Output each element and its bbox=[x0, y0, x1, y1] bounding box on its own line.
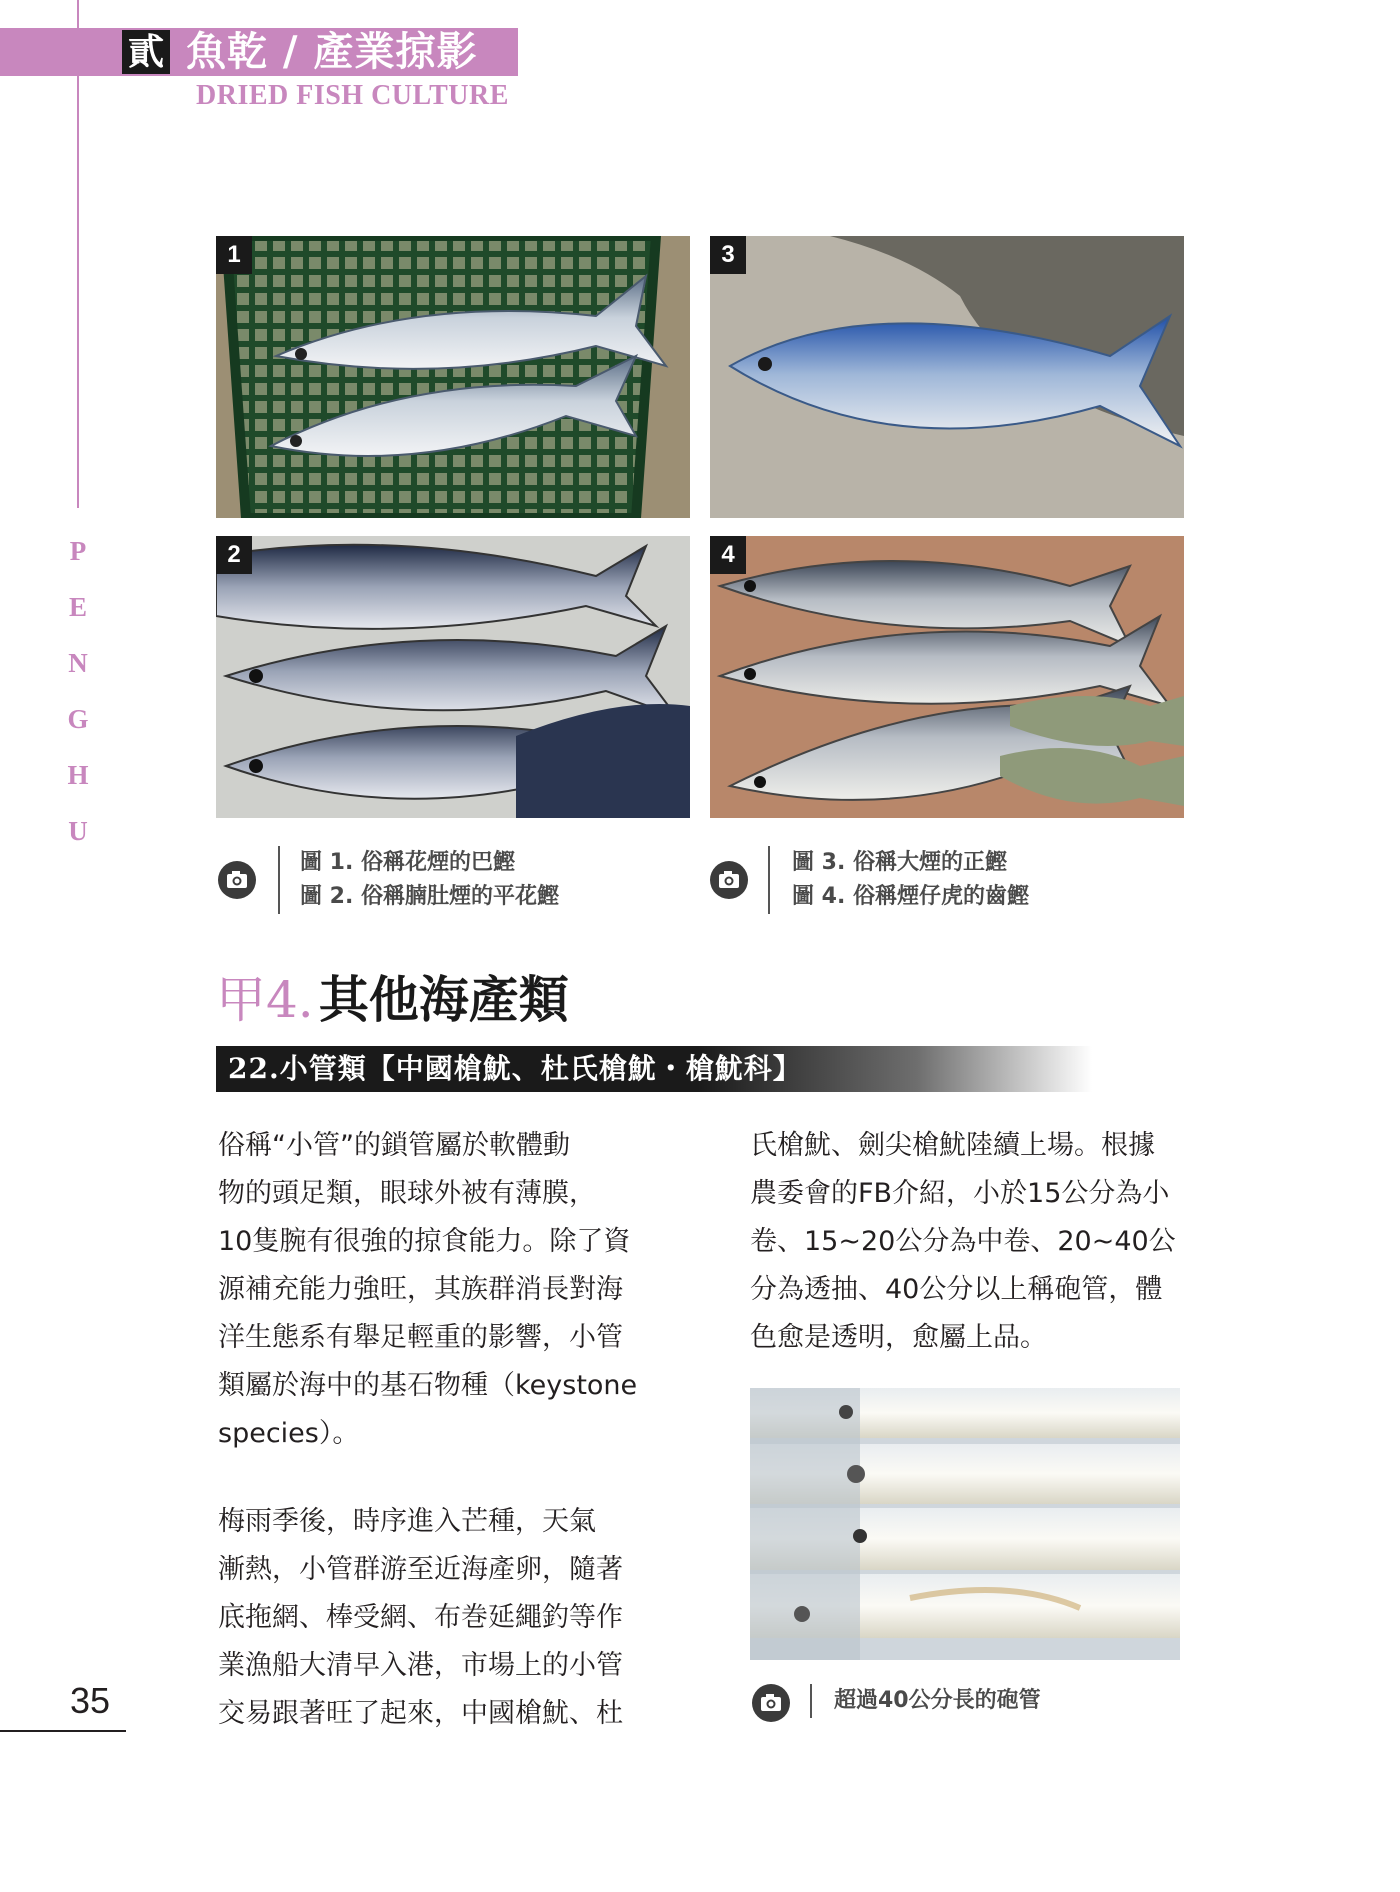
photo-badge: 2 bbox=[216, 536, 252, 574]
caption-divider bbox=[810, 1684, 812, 1718]
caption-photo-3: 圖 3. 俗稱大煙的正鰹 bbox=[792, 850, 1007, 875]
photo-badge: 3 bbox=[710, 236, 746, 274]
body-paragraph-1: 俗稱“小管”的鎖管屬於軟體動 物的頭足類，眼球外被有薄膜， 10隻腕有很強的掠食能力。除了資 源補充能力強旺，其族群消長對海 洋生態系有舉足輕重的影響，小管 類屬於海中的基石物種（keystone species）。 bbox=[218, 1130, 638, 1449]
fish-on-ground-photo bbox=[710, 236, 1184, 518]
photo-badge: 4 bbox=[710, 536, 746, 574]
side-letter: N bbox=[68, 648, 88, 678]
side-rule bbox=[77, 0, 79, 508]
fish-assorted-photo bbox=[710, 536, 1184, 818]
side-letter: H bbox=[67, 760, 89, 790]
chapter-number: 貳 bbox=[122, 30, 170, 74]
photo-4 bbox=[710, 536, 1184, 818]
side-letter: P bbox=[69, 536, 87, 566]
chapter-subtitle: DRIED FISH CULTURE bbox=[196, 80, 509, 111]
page-number: 35 bbox=[70, 1680, 111, 1721]
section-heading bbox=[216, 960, 569, 1032]
body-paragraph-3: 氏槍魷、劍尖槍魷陸續上場。根據 農委會的FB介紹，小於15公分為小 卷、15~20公分為中卷、20~40公 分為透抽、40公分以上稱砲管，體 色愈是透明，愈屬上品。 bbox=[750, 1130, 1176, 1353]
caption-photo-2: 圖 2. 俗稱腩肚煙的平花鰹 bbox=[300, 884, 559, 909]
caption-divider bbox=[278, 846, 280, 914]
squid-photo-image bbox=[750, 1388, 1180, 1660]
chapter-title: 魚乾 / 產業掠影 bbox=[186, 28, 478, 75]
photo-3 bbox=[710, 236, 1184, 518]
fish-pile-photo bbox=[216, 536, 690, 818]
photo-1 bbox=[216, 236, 690, 518]
photo-2 bbox=[216, 536, 690, 818]
camera-icon bbox=[710, 861, 748, 899]
camera-icon bbox=[218, 861, 256, 899]
caption-photo-1: 圖 1. 俗稱花煙的巴鰹 bbox=[300, 850, 515, 875]
side-letter: G bbox=[67, 704, 89, 734]
side-label bbox=[56, 536, 100, 872]
page-number-rule bbox=[0, 1730, 126, 1732]
fish-in-basket-photo bbox=[216, 236, 690, 518]
subheading-text: 22.小管類【中國槍魷、杜氏槍魷・槍魷科】 bbox=[228, 1052, 802, 1085]
body-paragraph-2: 梅雨季後，時序進入芒種，天氣 漸熱，小管群游至近海產卵，隨著 底拖網、棒受網、布巻延繩釣等作 業漁船大清早入港，市場上的小管 交易跟著旺了起來，中國槍魷、杜 bbox=[218, 1506, 623, 1729]
section-number: 甲4. bbox=[216, 971, 314, 1029]
section-title: 其他海產類 bbox=[318, 970, 569, 1029]
side-letter: U bbox=[68, 816, 88, 846]
side-letter: E bbox=[68, 592, 87, 622]
camera-icon bbox=[752, 1684, 790, 1722]
caption-squid: 超過40公分長的砲管 bbox=[834, 1688, 1041, 1713]
caption-photo-4: 圖 4. 俗稱煙仔虎的齒鰹 bbox=[792, 884, 1029, 909]
caption-divider bbox=[768, 846, 770, 914]
squid-photo bbox=[750, 1388, 1180, 1660]
photo-badge: 1 bbox=[216, 236, 252, 274]
